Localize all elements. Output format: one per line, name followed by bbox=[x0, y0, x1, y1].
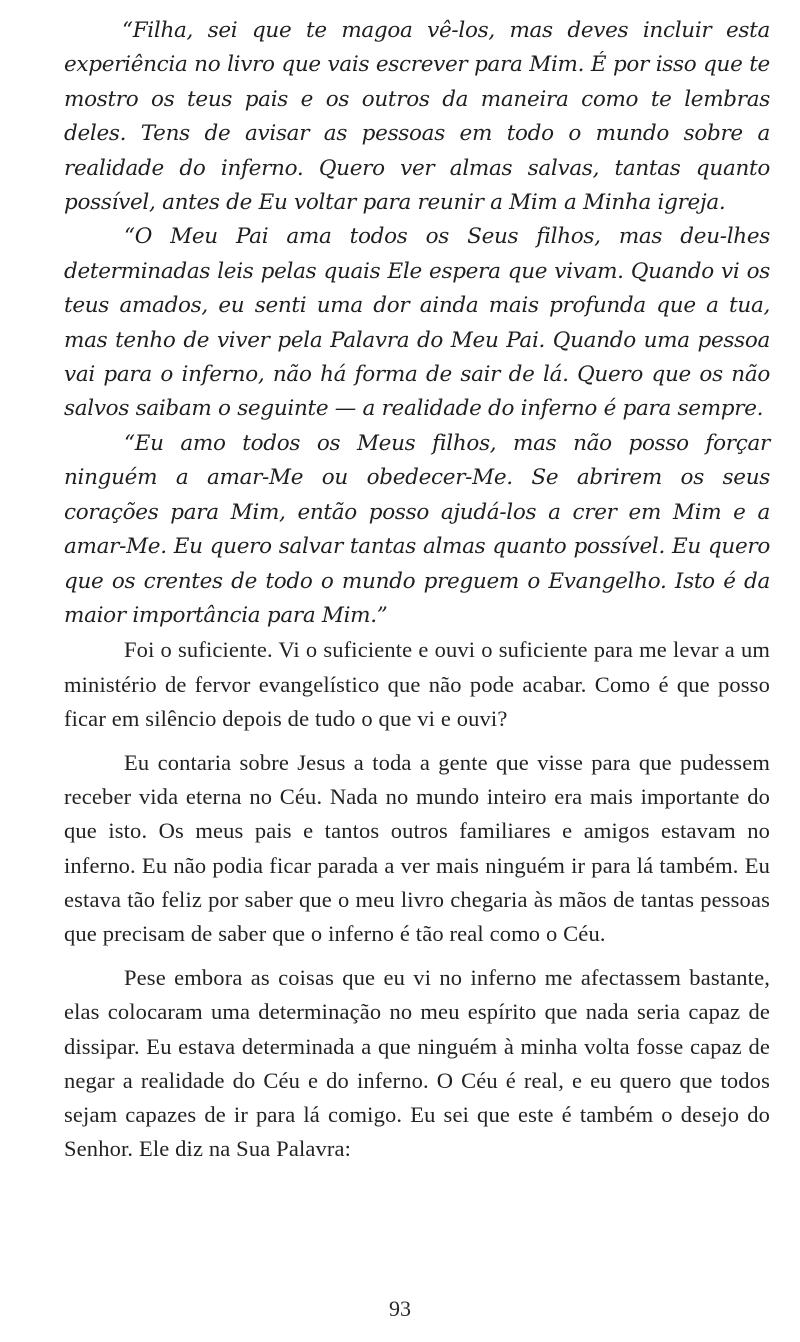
quote-paragraph-3: “Eu amo todos os Meus filhos, mas não posso forçar ninguém a amar-Me ou obedecer-Me. Se abrirem os seus corações para Mim, então posso ajudá-los a crer em Mim e a amar-Me. Eu quero salvar tantas almas quanto possível. Eu quero que os crentes de todo o mundo preguem o Evangelho. Isto é da maior importância para Mim.” bbox=[64, 430, 770, 628]
narrative-paragraph-2: Eu contaria sobre Jesus a toda a gente que visse para que pudessem receber vida eterna no Céu. Nada no mundo inteiro era mais importante do que isto. Os meus pais e tantos outros familiares e amigos estavam no inferno. Eu não podia ficar parada a ver mais ninguém ir para lá também. Eu estava tão feliz por saber que o meu livro chegaria às mãos de tantas pessoas que precisam de saber que o inferno é tão real como o Céu. bbox=[64, 749, 770, 946]
narrative-paragraph-3: Pese embora as coisas que eu vi no inferno me afectassem bastante, elas colocaram uma determinação no meu espírito que nada seria capaz de dissipar. Eu estava determinada a que ninguém à minha volta fosse capaz de negar a realidade do Céu e do inferno. O Céu é real, e eu quero que todos sejam capazes de ir para lá comigo. Eu sei que este é também o desejo do Senhor. Ele diz na Sua Palavra: bbox=[64, 965, 770, 1162]
quote-paragraph-1: “Filha, sei que te magoa vê-los, mas deves incluir esta experiência no livro que vais escrever para Mim. É por isso que te mostro os teus pais e os outros da maneira como te lembras deles. Tens de avisar as pessoas em todo o mundo sobre a realidade do inferno. Quero ver almas salvas, tantas quanto possível, antes de Eu voltar para reunir a Mim a Minha igreja. bbox=[64, 18, 770, 216]
quote-paragraph-2: “O Meu Pai ama todos os Seus filhos, mas deu-lhes determinadas leis pelas quais Ele espera que vivam. Quando vi os teus amados, eu senti uma dor ainda mais profunda que a tua, mas tenho de viver pela Palavra do Meu Pai. Quando uma pessoa vai para o inferno, não há forma de sair de lá. Quero que os não salvos saibam o seguinte — a realidade do inferno é para sempre. bbox=[64, 224, 770, 422]
narrative-paragraph-1: Foi o suficiente. Vi o suficiente e ouvi o suficiente para me levar a um ministério de fervor evangelístico que não pode acabar. Como é que posso ficar em silêncio depois de tudo o que vi e ouvi? bbox=[64, 637, 770, 731]
page-number: 93 bbox=[389, 1296, 411, 1321]
body-text bbox=[64, 14, 770, 1166]
